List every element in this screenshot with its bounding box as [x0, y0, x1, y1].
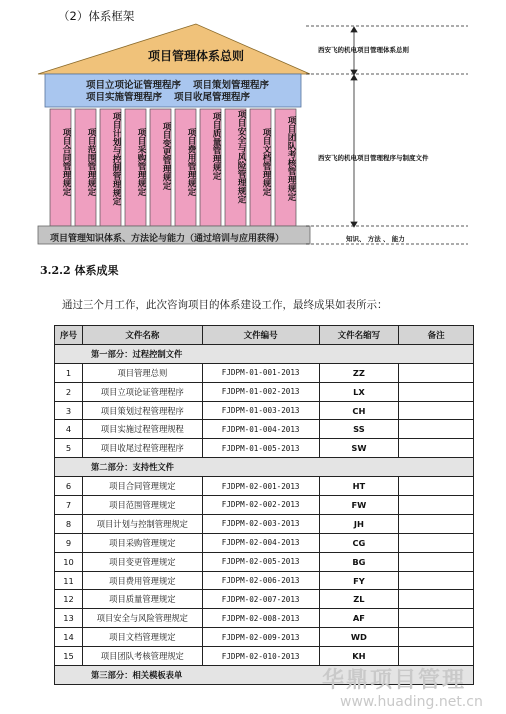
pillar-label: 项目文档管理规定 [261, 128, 271, 196]
note-procedures: 西安飞的机电项目管理程序与制度文件 [318, 154, 429, 162]
cell-abbreviation: ZL [319, 590, 399, 609]
cell-remarks [399, 571, 474, 590]
section-title: （2）体系框架 [58, 9, 135, 23]
cell-index: 9 [55, 533, 83, 552]
part1-rows [55, 363, 474, 457]
band-row-2 [86, 92, 269, 104]
cell-remarks [399, 609, 474, 628]
cell-remarks [399, 496, 474, 515]
section-label: 第三部分：相关模板表单 [55, 666, 474, 685]
pillar-label: 项目费用管理规定 [186, 128, 196, 196]
guide-lines [306, 26, 468, 244]
cell-index: 10 [55, 552, 83, 571]
cell-abbreviation: AF [319, 609, 399, 628]
deliverables-table [54, 325, 474, 685]
cell-abbreviation: WD [319, 628, 399, 647]
note-knowledge: 知识、 方法 、 能力 [346, 235, 405, 243]
cell-file-code: FJDPM-02-008-2013 [202, 609, 319, 628]
cell-file-name: 项目计划与控制管理规定 [82, 514, 202, 533]
cell-abbreviation: CH [319, 401, 399, 420]
cell-file-code: FJDPM-02-003-2013 [202, 514, 319, 533]
cell-file-name: 项目范围管理规定 [82, 496, 202, 515]
cell-file-code: FJDPM-01-003-2013 [202, 401, 319, 420]
cell-remarks [399, 533, 474, 552]
cell-index: 3 [55, 401, 83, 420]
cell-file-name: 项目策划过程管理程序 [82, 401, 202, 420]
cell-index: 12 [55, 590, 83, 609]
pillar-label: 项目质量管理规定 [211, 112, 221, 180]
roof-label: 项目管理体系总则 [147, 49, 244, 63]
cell-remarks [399, 382, 474, 401]
cell-abbreviation: LX [319, 382, 399, 401]
cell-file-code: FJDPM-01-005-2013 [202, 439, 319, 458]
cell-index: 15 [55, 647, 83, 666]
header-index: 序号 [55, 326, 83, 345]
table-row [55, 628, 474, 647]
table-row [55, 477, 474, 496]
cell-abbreviation: FY [319, 571, 399, 590]
framework-diagram [0, 0, 506, 250]
band-item: 项目策划管理程序 [193, 80, 270, 91]
note-general-rules: 西安飞的机电项目管理体系总则 [318, 46, 409, 54]
cell-abbreviation: FW [319, 496, 399, 515]
cell-remarks [399, 552, 474, 571]
cell-file-name: 项目管理总则 [82, 363, 202, 382]
cell-file-name: 项目变更管理规定 [82, 552, 202, 571]
band-item: 项目立项论证管理程序 [86, 80, 182, 91]
band-item: 项目收尾管理程序 [174, 92, 251, 103]
cell-file-name: 项目实施过程管理规程 [82, 420, 202, 439]
cell-file-name: 项目采购管理规定 [82, 533, 202, 552]
cell-index: 8 [55, 514, 83, 533]
cell-file-name: 项目合同管理规定 [82, 477, 202, 496]
watermark-logo-text: 华鼎项目管理 [322, 668, 467, 693]
cell-index: 4 [55, 420, 83, 439]
cell-file-code: FJDPM-01-002-2013 [202, 382, 319, 401]
table-row [55, 590, 474, 609]
band-row-1 [86, 80, 269, 92]
table-header-row [55, 326, 474, 345]
procedure-band-text [86, 80, 269, 104]
pillar-label: 项目变更管理规定 [161, 122, 171, 190]
cell-file-code: FJDPM-02-006-2013 [202, 571, 319, 590]
table-row [55, 363, 474, 382]
pillar-label: 项目合同管理规定 [61, 128, 71, 196]
cell-file-name: 项目收尾过程管理程序 [82, 439, 202, 458]
subsection-title: 3.2.2 体系成果 [40, 264, 119, 277]
table-row [55, 401, 474, 420]
band-item: 项目实施管理程序 [86, 92, 163, 103]
cell-file-code: FJDPM-02-005-2013 [202, 552, 319, 571]
header-file-name: 文件名称 [82, 326, 202, 345]
pillar-label: 项目安全与风险管理规定 [236, 110, 246, 204]
cell-abbreviation: HT [319, 477, 399, 496]
cell-file-code: FJDPM-02-004-2013 [202, 533, 319, 552]
cell-file-name: 项目费用管理规定 [82, 571, 202, 590]
cell-file-code: FJDPM-02-009-2013 [202, 628, 319, 647]
cell-file-name: 项目安全与风险管理规定 [82, 609, 202, 628]
table-row [55, 514, 474, 533]
cell-remarks [399, 439, 474, 458]
cell-file-code: FJDPM-02-007-2013 [202, 590, 319, 609]
cell-file-name: 项目质量管理规定 [82, 590, 202, 609]
cell-remarks [399, 514, 474, 533]
header-file-code: 文件编号 [202, 326, 319, 345]
cell-index: 7 [55, 496, 83, 515]
section-label: 第一部分：过程控制文件 [55, 344, 474, 363]
cell-abbreviation: CG [319, 533, 399, 552]
cell-index: 14 [55, 628, 83, 647]
cell-file-code: FJDPM-02-001-2013 [202, 477, 319, 496]
cell-abbreviation: JH [319, 514, 399, 533]
section-row [55, 458, 474, 477]
cell-remarks [399, 590, 474, 609]
bracket-arrows [351, 27, 357, 227]
table-row [55, 609, 474, 628]
cell-file-name: 项目团队考核管理规定 [82, 647, 202, 666]
cell-file-name: 项目立项论证管理程序 [82, 382, 202, 401]
watermark-url: www.huading.net.cn [340, 694, 483, 710]
header-remarks: 备注 [399, 326, 474, 345]
pillar-label: 项目团队考核管理规定 [286, 116, 296, 201]
cell-file-name: 项目文档管理规定 [82, 628, 202, 647]
cell-file-code: FJDPM-02-010-2013 [202, 647, 319, 666]
cell-abbreviation: KH [319, 647, 399, 666]
cell-index: 6 [55, 477, 83, 496]
cell-index: 11 [55, 571, 83, 590]
pillar-label: 项目计划与控制管理规定 [111, 112, 121, 206]
table-row [55, 382, 474, 401]
table-row [55, 533, 474, 552]
cell-remarks [399, 420, 474, 439]
table-row [55, 552, 474, 571]
cell-abbreviation: SS [319, 420, 399, 439]
section-row [55, 344, 474, 363]
cell-file-code: FJDPM-01-001-2013 [202, 363, 319, 382]
cell-index: 2 [55, 382, 83, 401]
cell-index: 1 [55, 363, 83, 382]
part2-rows [55, 477, 474, 666]
foundation-label: 项目管理知识体系、方法论与能力（通过培训与应用获得） [50, 234, 285, 244]
intro-paragraph: 通过三个月工作，此次咨询项目的体系建设工作，最终成果如表所示： [62, 299, 388, 311]
cell-file-code: FJDPM-02-002-2013 [202, 496, 319, 515]
cell-abbreviation: ZZ [319, 363, 399, 382]
cell-remarks [399, 363, 474, 382]
table-row [55, 439, 474, 458]
cell-abbreviation: BG [319, 552, 399, 571]
cell-remarks [399, 477, 474, 496]
cell-index: 5 [55, 439, 83, 458]
table-row [55, 496, 474, 515]
table-row [55, 420, 474, 439]
cell-index: 13 [55, 609, 83, 628]
header-abbreviation: 文件名缩写 [319, 326, 399, 345]
table-row [55, 571, 474, 590]
cell-file-code: FJDPM-01-004-2013 [202, 420, 319, 439]
section-label: 第二部分：支持性文件 [55, 458, 474, 477]
cell-remarks [399, 628, 474, 647]
cell-abbreviation: SW [319, 439, 399, 458]
cell-remarks [399, 401, 474, 420]
pillar-label: 项目采购管理规定 [136, 128, 146, 196]
pillar-label: 项目范围管理规定 [86, 128, 96, 196]
